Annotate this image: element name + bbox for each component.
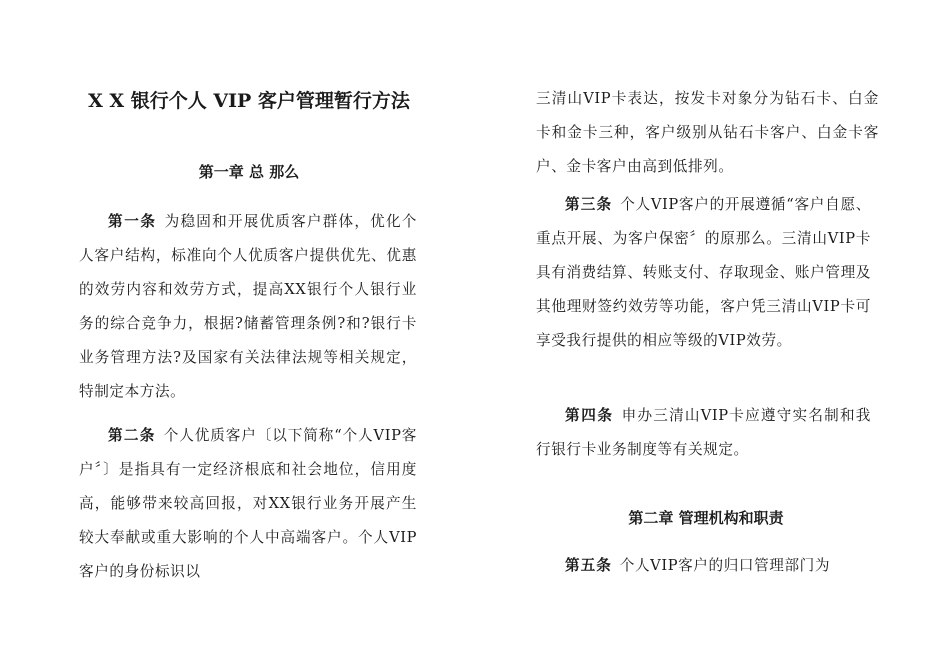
article-5-text: 个人VIP客户的归口管理部门为 <box>619 557 831 574</box>
article-1-label: 第一条 <box>108 213 157 230</box>
article-2-label: 第二条 <box>108 427 156 444</box>
article-2-text: 个人优质客户〔以下简称“个人VIP客户〞〕是指具有一定经济根底和社会地位，信用度高，能够带来较高回报，对XX银行业务开展产生较大奉献或重大影响的个人中高端客户。个人VIP客户的身份标识以 <box>79 427 417 580</box>
chapter-1-heading: 第一章 总 那么 <box>198 163 300 181</box>
article-5-label: 第五条 <box>565 557 612 574</box>
article-1-text: 为稳固和开展优质客户群体，优化个人客户结构，标准向个人优质客户提供优先、优惠的效劳内容和效劳方式，提高XX银行个人银行业务的综合竞争力，根据?储蓄管理条例?和?银行卡业务管理方法?及国家有关法律法规等相关规定，特制定本方法。 <box>79 213 417 400</box>
article-3 <box>536 188 871 358</box>
article-4 <box>536 399 871 467</box>
article-4-text: 申办三清山VIP卡应遵守实名制和我行银行卡业务制度等有关规定。 <box>536 407 871 458</box>
article-3-text: 个人VIP客户的开展遵循“客户自愿、重点开展、为客户保密〞的原那么。三清山VIP卡具有消费结算、转账支付、存取现金、账户管理及其他理财签约效劳等功能，客户凭三清山VIP卡可享受我行提供的相应等级的VIP效劳。 <box>536 196 871 349</box>
article-3-label: 第三条 <box>565 196 613 213</box>
article-2 <box>79 419 417 589</box>
article-4-label: 第四条 <box>565 407 614 424</box>
article-5 <box>536 549 871 583</box>
article-1 <box>79 205 417 409</box>
article-2-continuation: 三清山VIP卡表达，按发卡对象分为钻石卡、白金卡和金卡三种，客户级别从钻石卡客户、白金卡客户、金卡客户由高到低排列。 <box>536 90 879 175</box>
document-title: X X 银行个人 VIP 客户管理暂行方法 <box>88 90 410 112</box>
chapter-2-heading: 第二章 管理机构和职责 <box>628 509 784 527</box>
